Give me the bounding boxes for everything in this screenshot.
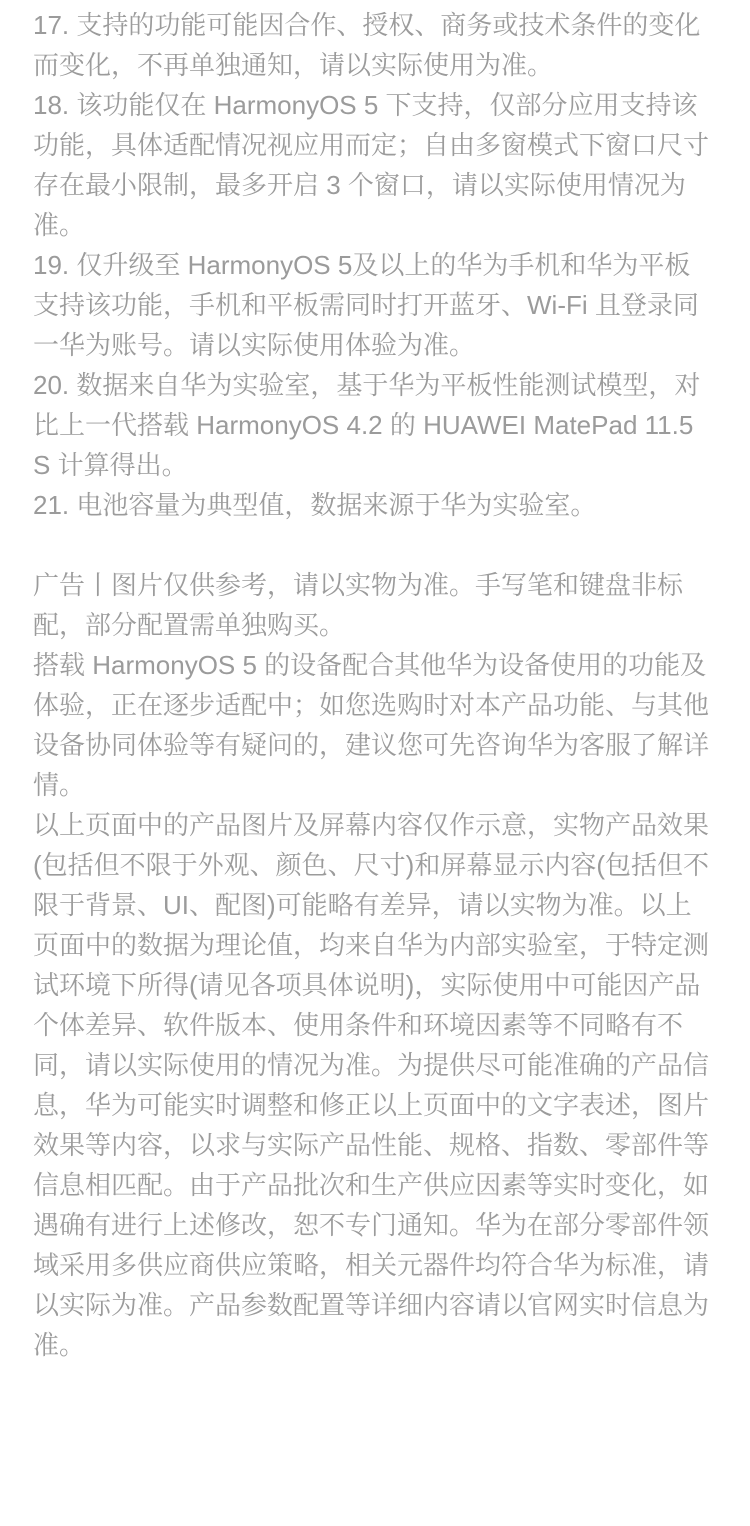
ad-disclaimer-paragraph: 广告丨图片仅供参考，请以实物为准。手写笔和键盘非标配，部分配置需单独购买。	[33, 570, 684, 640]
footnote-item: 19. 仅升级至 HarmonyOS 5及以上的华为手机和华为平板支持该功能，手机和平板需同时打开蓝牙、Wi-Fi 且登录同一华为账号。请以实际使用体验为准。	[33, 250, 699, 360]
ad-disclaimer-section	[33, 565, 715, 1365]
ad-disclaimer-paragraph: 以上页面中的产品图片及屏幕内容仅作示意，实物产品效果(包括但不限于外观、颜色、尺寸)和屏幕显示内容(包括但不限于背景、UI、配图)可能略有差异，请以实物为准。以上页面中的数据为理论值，均来自华为内部实验室，于特定测试环境下所得(请见各项具体说明)，实际使用中可能因产品个体差异、软件版本、使用条件和环境因素等不同略有不同，请以实际使用的情况为准。为提供尽可能准确的产品信息，华为可能实时调整和修正以上页面中的文字表述，图片效果等内容，以求与实际产品性能、规格、指数、零部件等信息相匹配。由于产品批次和生产供应因素等实时变化，如遇确有进行上述修改，恕不专门通知。华为在部分零部件领域采用多供应商供应策略，相关元器件均符合华为标准，请以实际为准。产品参数配置等详细内容请以官网实时信息为准。	[33, 810, 710, 1360]
footnote-item: 18. 该功能仅在 HarmonyOS 5 下支持，仅部分应用支持该功能，具体适配情况视应用而定；自由多窗模式下窗口尺寸存在最小限制，最多开启 3 个窗口，请以实际使用情况为准。	[33, 90, 710, 240]
footnote-item: 21. 电池容量为典型值，数据来源于华为实验室。	[33, 490, 597, 520]
ad-disclaimer-paragraph: 搭载 HarmonyOS 5 的设备配合其他华为设备使用的功能及体验，正在逐步适配中；如您选购时对本产品功能、与其他设备协同体验等有疑问的，建议您可先咨询华为客服了解详情。	[33, 650, 710, 800]
footnotes-section	[33, 5, 715, 525]
footnote-item: 17. 支持的功能可能因合作、授权、商务或技术条件的变化而变化，不再单独通知，请以实际使用为准。	[33, 10, 701, 80]
footnote-item: 20. 数据来自华为实验室，基于华为平板性能测试模型，对比上一代搭载 HarmonyOS 4.2 的 HUAWEI MatePad 11.5 S 计算得出。	[33, 370, 701, 480]
